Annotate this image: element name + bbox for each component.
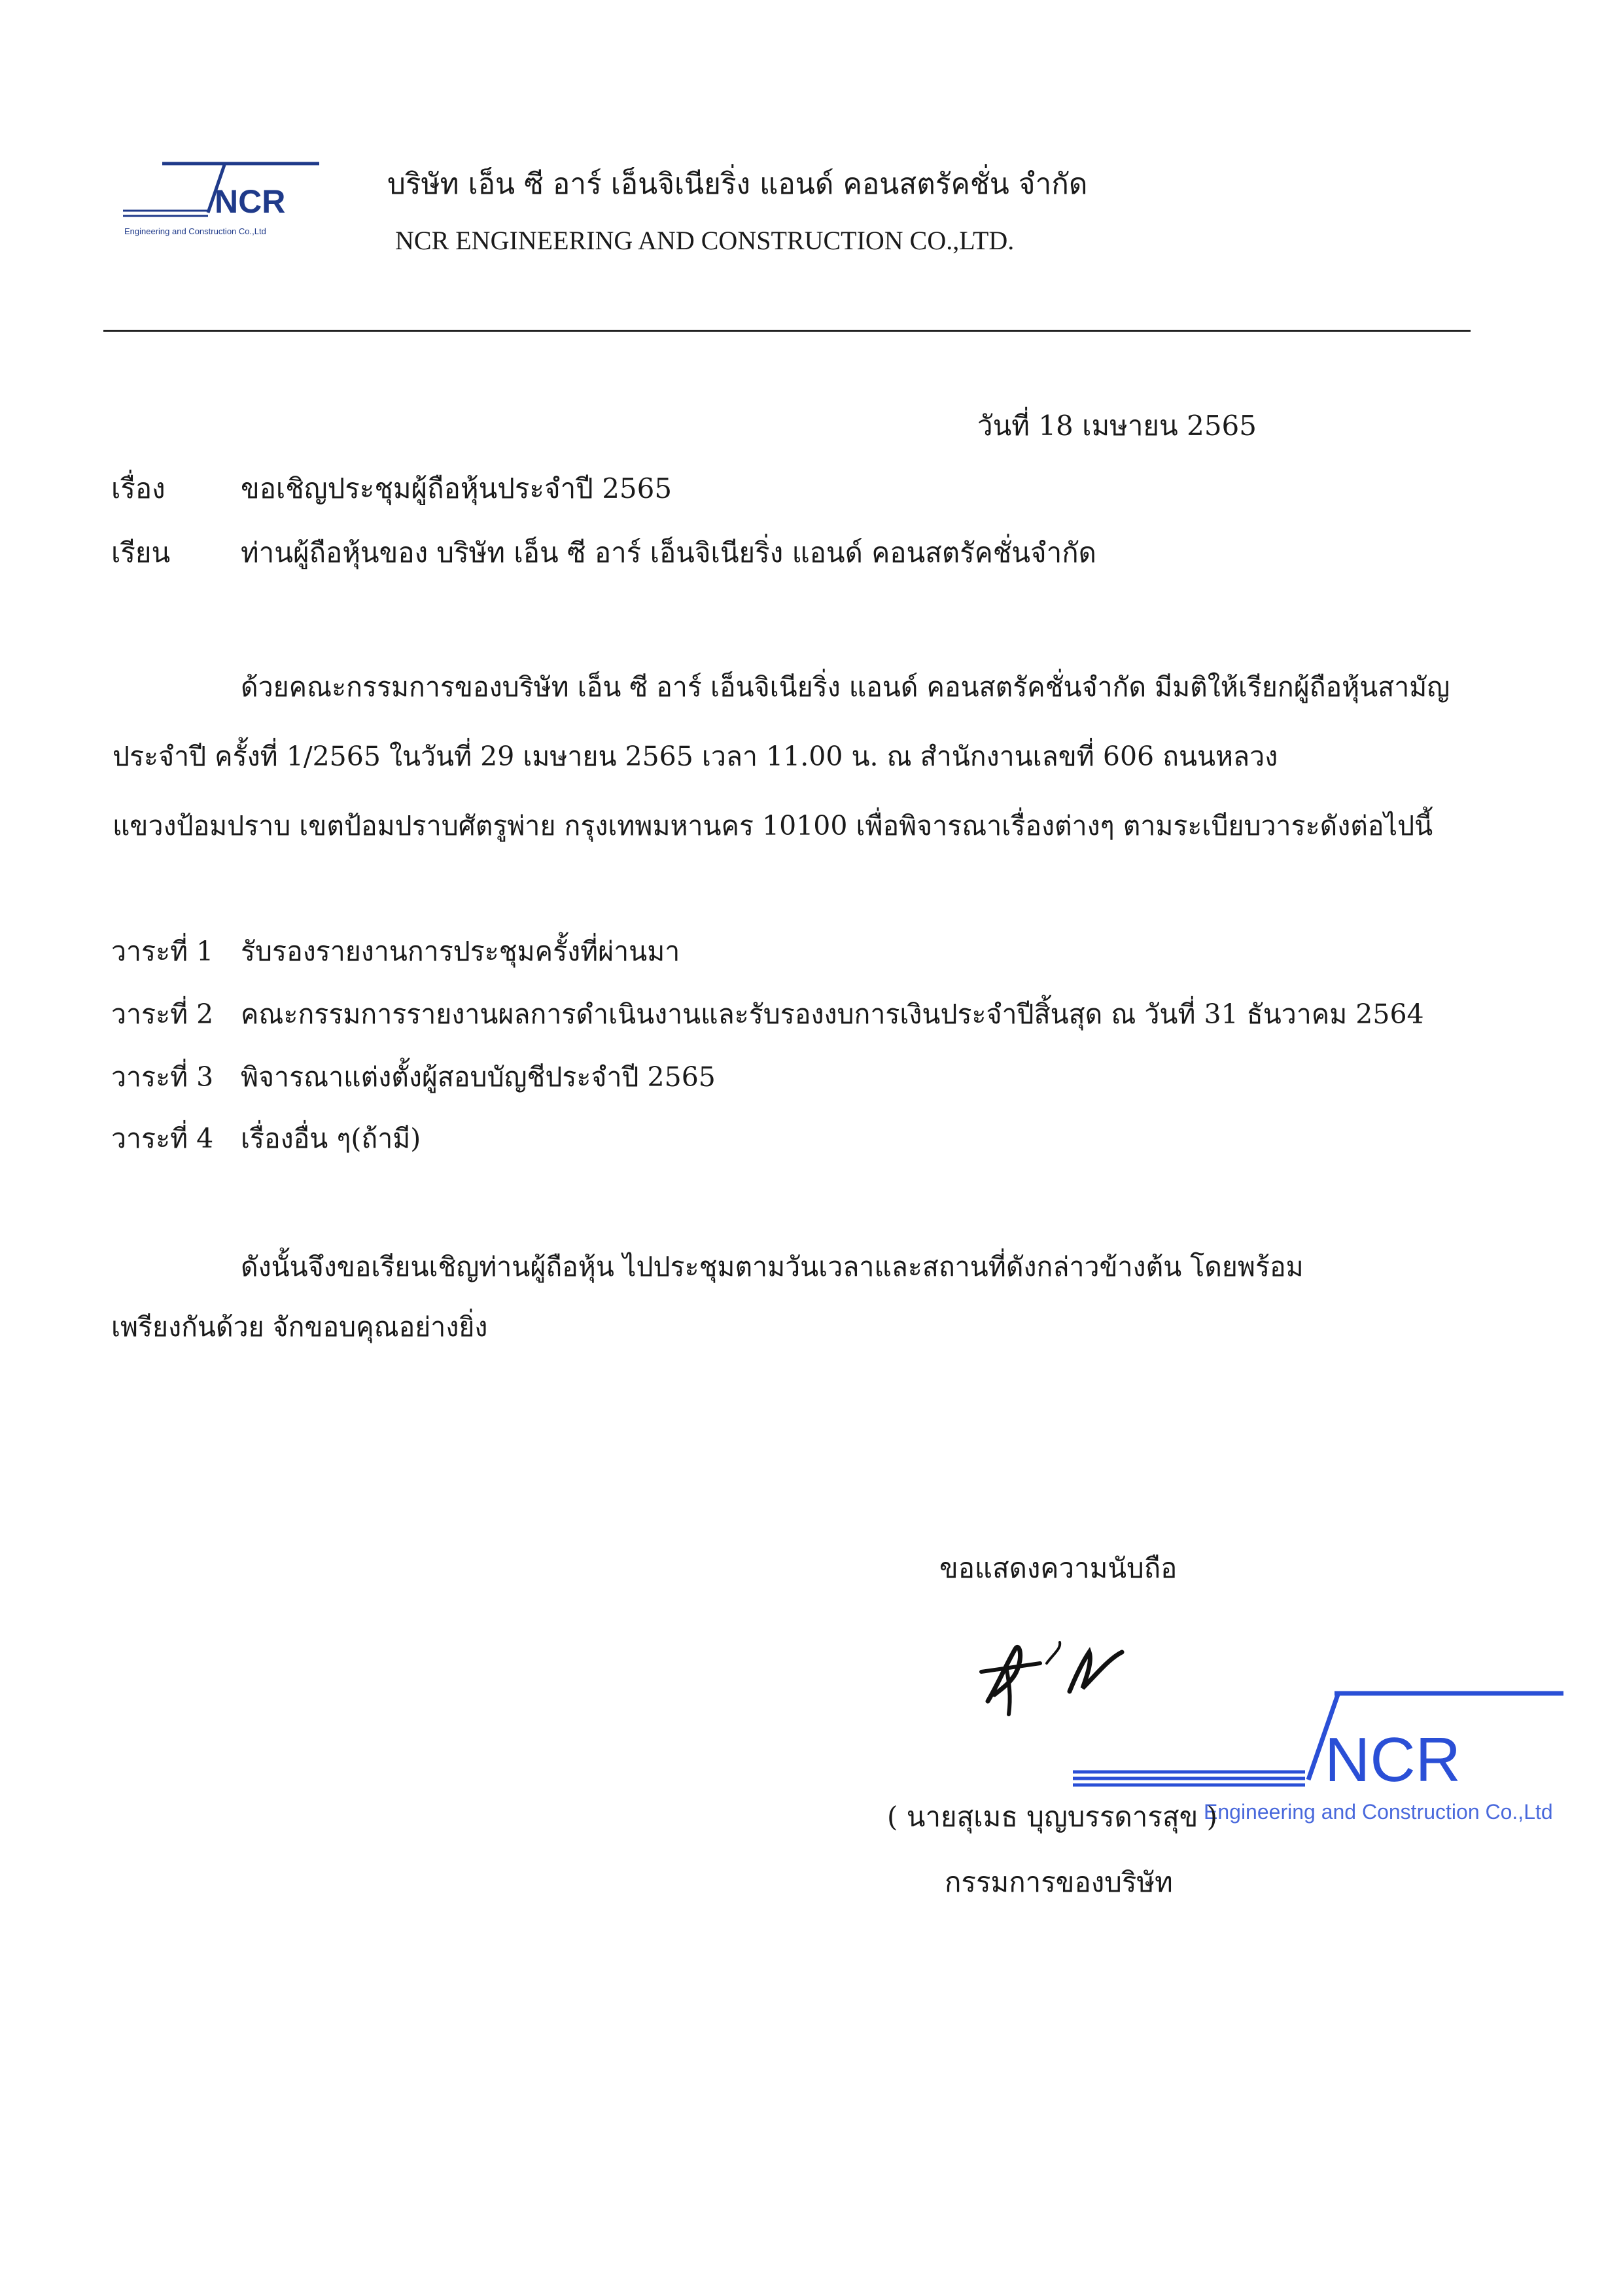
letter-date: วันที่ 18 เมษายน 2565 [977,410,1257,442]
agenda-text: เรื่องอื่น ๆ(ถ้ามี) [241,1123,421,1154]
svg-text:NCR: NCR [1325,1725,1461,1795]
svg-text:NCR: NCR [215,183,286,220]
agenda-text: พิจารณาแต่งตั้งผู้สอบบัญชีประจำปี 2565 [241,1061,716,1093]
agenda-text: คณะกรรมการรายงานผลการดำเนินงานและรับรองงบการเงินประจำปีสิ้นสุด ณ วันที่ 31 ธันวาคม 2564 [241,998,1424,1030]
subject-text: ขอเชิญประชุมผู้ถือหุ้นประจำปี 2565 [241,472,672,504]
svg-text:Engineering and Construction C: Engineering and Construction Co.,Ltd [124,226,266,236]
recipient-label: เรียน [111,537,171,569]
company-name-en: NCR ENGINEERING AND CONSTRUCTION CO.,LTD. [395,226,1015,255]
agenda-label: วาระที่ 1 [111,936,214,967]
closing-line: เพรียงกันด้วย จักขอบคุณอย่างยิ่ง [111,1311,488,1343]
subject-label: เรื่อง [111,472,166,504]
signer-title: กรรมการของบริษัท [945,1866,1173,1898]
body-line: ประจำปี ครั้งที่ 1/2565 ในวันที่ 29 เมษายน 2565 เวลา 11.00 น. ณ สำนักงานเลขที่ 606 ถนนหลวง [113,741,1278,772]
svg-text:Engineering and Construction C: Engineering and Construction Co.,Ltd [1204,1800,1553,1824]
body-line: ด้วยคณะกรรมการของบริษัท เอ็น ซี อาร์ เอ็นจิเนียริ่ง แอนด์ คอนสตรัคชั่นจำกัด มีมติให้เรียกผู้ถือหุ้นสามัญ [241,671,1450,703]
recipient-text: ท่านผู้ถือหุ้นของ บริษัท เอ็น ซี อาร์ เอ็นจิเนียริ่ง แอนด์ คอนสตรัคชั่นจำกัด [241,537,1096,569]
header-divider [103,330,1471,332]
company-logo [123,157,332,249]
agenda-label: วาระที่ 4 [111,1123,214,1154]
agenda-text: รับรองรายงานการประชุมครั้งที่ผ่านมา [241,936,680,967]
company-name-th: บริษัท เอ็น ซี อาร์ เอ็นจิเนียริ่ง แอนด์ คอนสตรัคชั่น จำกัด [387,168,1088,201]
agenda-label: วาระที่ 2 [111,998,214,1030]
closing-line: ดังนั้นจึงขอเรียนเชิญท่านผู้ถือหุ้น ไปประชุมตามวันเวลาและสถานที่ดังกล่าวข้างต้น โดยพร้อม [241,1251,1304,1282]
signer-name: ( นายสุเมธ บุญบรรดารสุข ) [887,1801,1218,1833]
agenda-label: วาระที่ 3 [111,1061,214,1093]
body-line: แขวงป้อมปราบ เขตป้อมปราบศัตรูพ่าย กรุงเทพมหานคร 10100 เพื่อพิจารณาเรื่องต่างๆ ตามระเบียบวาระดังต่อไปนี้ [113,810,1433,841]
sign-off: ขอแสดงความนับถือ [939,1552,1178,1584]
